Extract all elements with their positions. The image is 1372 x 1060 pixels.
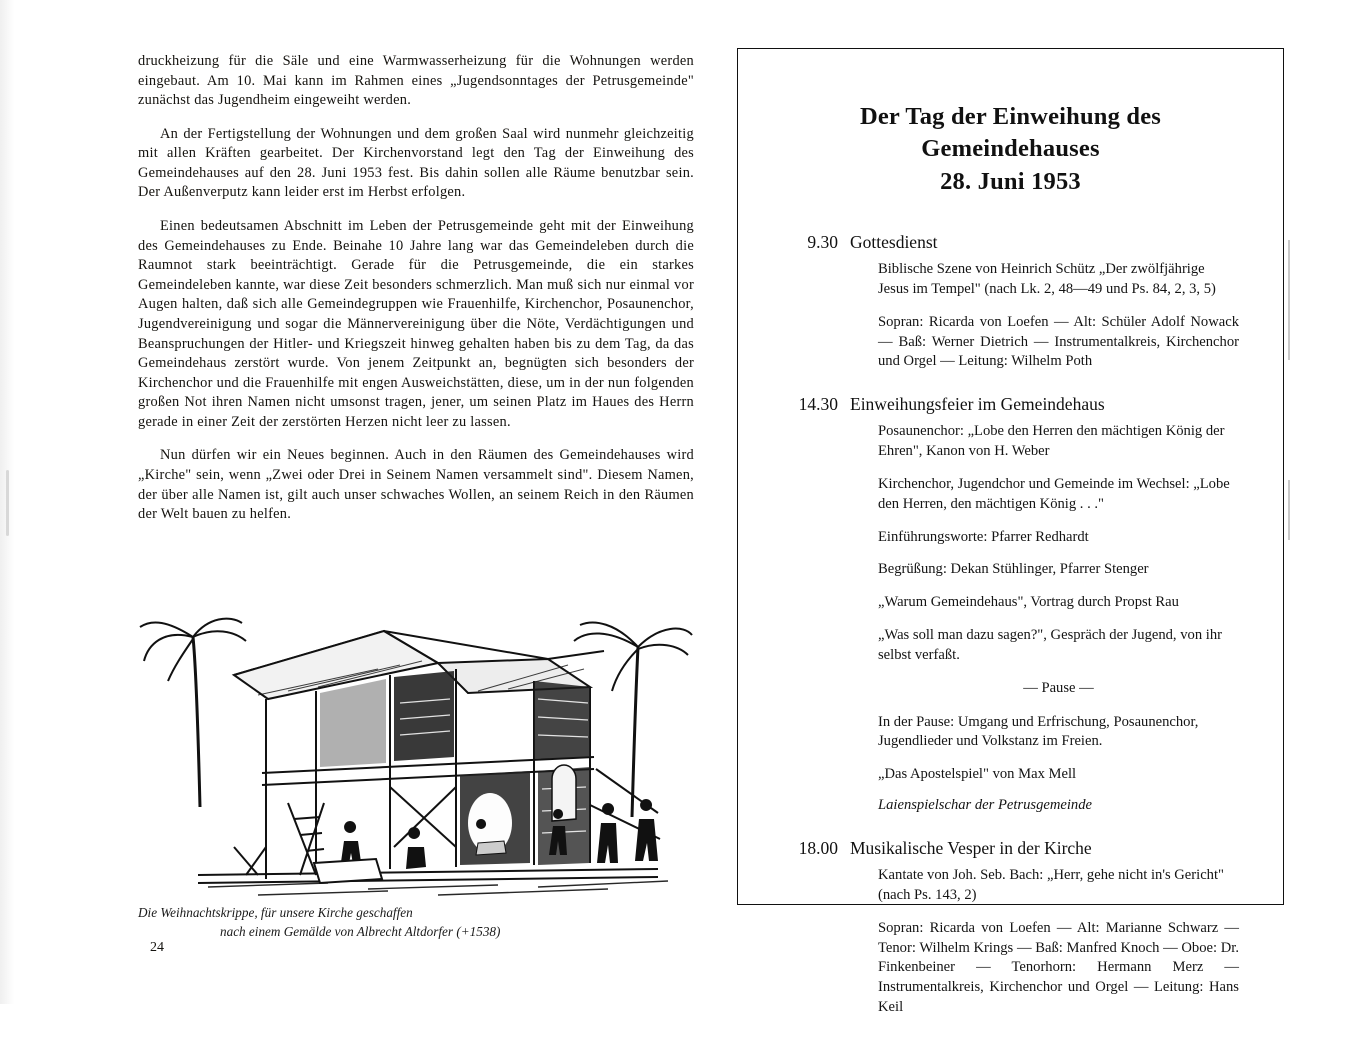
program-entry-2-pause-label: — Pause —	[1023, 679, 1094, 696]
figure-illustration	[138, 607, 694, 897]
program-entry-2-after-pause-2: „Das Apostelspiel" von Max Mell	[878, 766, 1077, 783]
figure-caption	[138, 903, 698, 941]
program-entry-2-line-2: Kirchenchor, Jugendchor und Gemeinde im Wechsel: „Lobe den Herren, den mächtigen König . . ."	[878, 475, 1230, 512]
program-entry-3-heading: Musikalische Vesper in der Kirche	[850, 838, 1092, 859]
program-entry-3	[782, 838, 1239, 1018]
program-title-line-2: 28. Juni 1953	[940, 167, 1081, 195]
program-entry-2-after-pause-1: In der Pause: Umgang und Erfrischung, Posaunenchor, Jugendlieder und Volkstanz im Freien.	[878, 713, 1199, 750]
program-entry-2-line-3: Einführungsworte: Pfarrer Redhardt	[878, 528, 1089, 545]
program-entry-3-body	[878, 866, 1239, 1018]
program-entry-2-line-6: „Was soll man dazu sagen?", Gespräch der Jugend, von ihr selbst verfaßt.	[878, 627, 1222, 663]
program-entry-1-line-1: Biblische Szene von Heinrich Schütz „Der zwölfjährige Jesus im Tempel" (nach Lk. 2, 48—49 und Ps. 84, 2, 3, 5)	[878, 260, 1216, 297]
scan-edge-tick-2	[1288, 480, 1290, 540]
program-entry-1	[782, 232, 1239, 372]
program-entry-2-performer: Laienspielschar der Petrusgemeinde	[878, 797, 1093, 814]
program-title	[782, 101, 1239, 198]
program-entry-2-header	[782, 394, 1239, 415]
left-page	[138, 52, 694, 952]
program-entry-1-credits: Sopran: Ricarda von Loefen — Alt: Schüler Adolf Nowack — Baß: Werner Dietrich — Instrumentalkreis, Kirchenchor und Orgel — Leitung: Wilhelm Poth	[878, 313, 1239, 370]
figure-caption-line-2: nach einem Gemälde von Albrecht Altdorfer (+1538)	[220, 924, 501, 940]
program-entry-1-header	[782, 232, 1239, 253]
figure-nativity-scene	[138, 607, 698, 941]
program-entry-1-time: 9.30	[807, 231, 838, 252]
paragraph-2: An der Fertigstellung der Wohnungen und dem großen Saal wird nunmehr gleichzeitig mit allen Kräften gearbeitet. Der Kirchenvorstand legt den Tag der Einweihung des Gemeindehauses auf den 28. Juni 1953 fest. Bis dahin sollen alle Räume benutzbar sein. Der Außenverputz kann leider erst im Herbst erfolgen.	[138, 125, 694, 201]
program-entry-1-body	[878, 260, 1239, 372]
program-title-line-1: Der Tag der Einweihung des Gemeindehauses	[859, 103, 1162, 163]
program-entry-2	[782, 394, 1239, 816]
program-entry-3-credits: Sopran: Ricarda von Loefen — Alt: Marianne Schwarz — Tenor: Wilhelm Krings — Baß: Manfred Knoch — Oboe: Dr. Finkenbeiner — Tenorhorn: Hermann Merz — Instrumentalkreis, Kirchenchor und Orgel — Leitung: Hans Keil	[878, 919, 1239, 1016]
program-entry-2-time: 14.30	[798, 394, 838, 415]
paragraph-1: druckheizung für die Säle und eine Warmwasserheizung für die Wohnungen werden eingebaut. Am 10. Mai kann im Rahmen eines „Jugendsonntages der Petrusgemeinde" zunächst das Jugendheim eingeweiht werden.	[138, 53, 694, 109]
program-entry-2-line-5: „Warum Gemeindehaus", Vortrag durch Propst Rau	[878, 594, 1179, 611]
program-frame	[737, 48, 1284, 1016]
program-content	[738, 49, 1283, 1060]
program-entry-2-line-4: Begrüßung: Dekan Stühlinger, Pfarrer Stenger	[878, 561, 1149, 578]
program-entry-2-heading: Einweihungsfeier im Gemeindehaus	[850, 394, 1105, 415]
article-text	[138, 52, 694, 525]
figure-caption-line-1: Die Weihnachtskrippe, für unsere Kirche geschaffen	[138, 905, 413, 920]
scan-edge-tick-1	[1288, 240, 1290, 360]
program-entry-3-line-1: Kantate von Joh. Seb. Bach: „Herr, gehe nicht in's Gericht" (nach Ps. 143, 2)	[878, 867, 1224, 903]
program-entry-1-heading: Gottesdienst	[850, 231, 938, 252]
program-entry-3-header	[782, 838, 1239, 859]
paragraph-4: Nun dürfen wir ein Neues beginnen. Auch in den Räumen des Gemeindehauses wird „Kirche" sein, wenn „Zwei oder Drei in Seinem Namen versammelt sind". Diesem Namen, der über alle Namen ist, gilt auch unser schwaches Wollen, an seinem Reich in den Räumen der Welt bauen zu helfen.	[138, 447, 694, 523]
program-entry-2-body	[878, 422, 1239, 816]
page-number: 24	[150, 940, 164, 955]
program-entry-2-line-1: Posaunenchor: „Lobe den Herren den mächtigen König der Ehren", Kanon von H. Weber	[878, 423, 1225, 460]
spine-mark	[6, 470, 9, 536]
program-entry-3-time: 18.00	[798, 838, 838, 859]
paragraph-3: Einen bedeutsamen Abschnitt im Leben der Petrusgemeinde geht mit der Einweihung des Gemeindehauses zu Ende. Beinahe 10 Jahre lang war das Gemeindeleben durch die Raumnot stark beeinträchtigt. Gerade für die Petrusgemeinde, die ein starkes Gemeindeleben kannte, war diese Zeit besonders schmerzlich. Man muß sich nur einmal vor Augen halten, daß sich alle Gemeindegruppen wie Frauenhilfe, Kirchenchor, Posaunenchor, Jugendvereinigung und sogar die Männervereinigung über die Nöte, Verdächtigungen und Beanspruchungen der Hitler- und Kriegszeit hinweg gehalten haben bis zu dem Tag, da das Gemeindehaus zerstört wurde. Von jenem Zeitpunkt an, begnügten sich besonders der Kirchenchor und die Frauenhilfe mit engen Ausweichstätten, diese, um in der nun folgenden großen Not ihren Namen nicht umsonst tragen, jener, um seinen Platz im Haues des Herrn gerade in einer Zeit der zerstörten Herzen nicht leer zu lassen.	[138, 218, 694, 430]
